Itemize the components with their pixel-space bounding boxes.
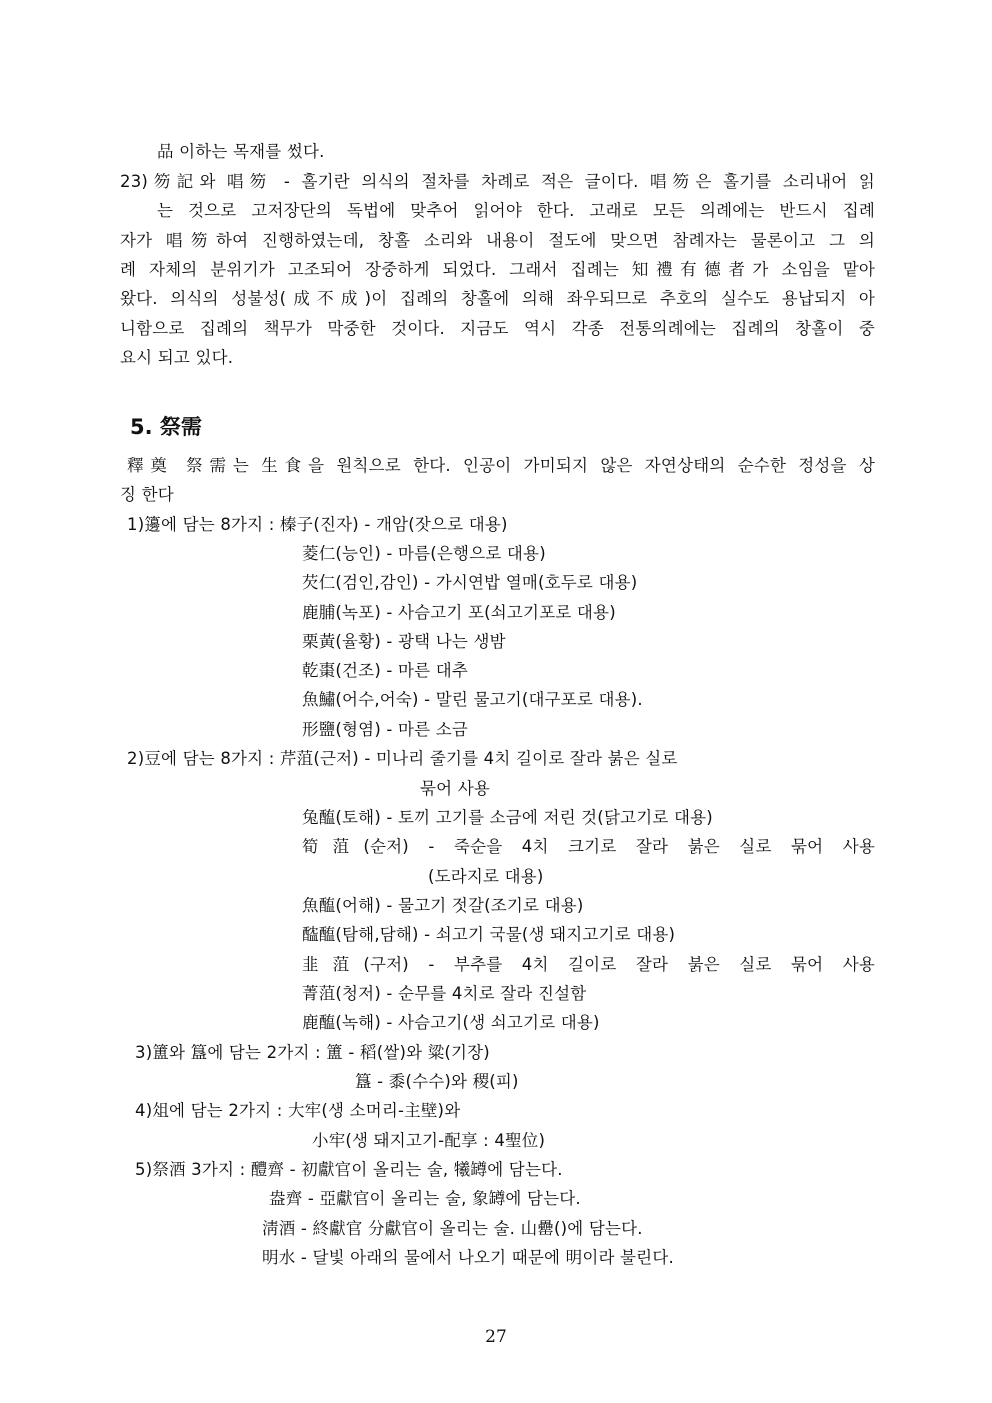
list-item: 鹿脯(녹포) - 사슴고기 포(쇠고기포로 대용) — [302, 603, 616, 622]
list-item: 明水 - 달빛 아래의 물에서 나오기 때문에 明이라 불린다. — [262, 1248, 674, 1267]
list-item: 3)簠와 簋에 담는 2가지 : 簠 - 稻(쌀)와 粱(기장) — [135, 1043, 490, 1062]
list-item: 兔醢(토해) - 토끼 고기를 소금에 저린 것(닭고기로 대용) — [302, 808, 713, 827]
list-item: 盎齊 - 亞獻官이 올리는 술, 象罇에 담는다. — [269, 1189, 581, 1208]
list-item: 韭菹(구저) - 부추를 4치 길이로 잘라 붉은 실로 묶어 사용 — [302, 955, 875, 974]
list-item: 묶어 사용 — [420, 779, 491, 798]
intro-line: 징 한다 — [120, 485, 174, 504]
list-item: 5)祭酒 3가지 : 醴齊 - 初獻官이 올리는 술, 犧罇에 담는다. — [135, 1160, 563, 1179]
list-item: 魚鱐(어수,어숙) - 말린 물고기(대구포로 대용). — [302, 690, 643, 709]
footnote-line: 왔다. 의식의 성불성(成不成)이 집례의 창홀에 의해 좌우되므로 추호의 실수도 용납되지 아 — [120, 289, 875, 308]
list-item: 菁菹(청저) - 순무를 4치로 잘라 진설함 — [302, 984, 587, 1003]
list-item: 小牢(생 돼지고기-配享 : 4聖位) — [312, 1131, 546, 1150]
list-item: 形鹽(형염) - 마른 소금 — [302, 720, 468, 739]
list-item: 筍菹(순저) - 죽순을 4치 크기로 잘라 붉은 실로 묶어 사용 — [302, 837, 875, 856]
list-item: 鹿醢(녹해) - 사슴고기(생 쇠고기로 대용) — [302, 1013, 600, 1032]
list-item: 簋 - 黍(수수)와 稷(피) — [355, 1072, 519, 1091]
footnote-line: 니함으로 집례의 책무가 막중한 것이다. 지금도 역시 각종 전통의례에는 집례의 창홀이 중 — [120, 319, 875, 338]
section-heading: 5. 祭需 — [130, 415, 202, 439]
footnote-line: 23)笏記와 唱笏 - 홀기란 의식의 절차를 차례로 적은 글이다. 唱笏은 홀기를 소리내어 읽 — [120, 172, 875, 191]
list-item: 魚醢(어해) - 물고기 젓갈(조기로 대용) — [302, 896, 584, 915]
list-item: 1)籩에 담는 8가지 : 榛子(진자) - 개암(잣으로 대용) — [127, 515, 508, 534]
list-item: 芡仁(검인,감인) - 가시연밥 열매(호두로 대용) — [302, 573, 638, 592]
list-item: 菱仁(능인) - 마름(은행으로 대용) — [302, 544, 546, 563]
list-item: 2)豆에 담는 8가지 : 芹菹(근저) - 미나리 줄기를 4치 길이로 잘라 붉은 실로 — [127, 749, 678, 768]
list-item: 醓醢(탐해,담해) - 쇠고기 국물(생 돼지고기로 대용) — [302, 925, 676, 944]
list-item: (도라지로 대용) — [428, 867, 544, 886]
footnote-line: 자가 唱笏하여 진행하였는데, 창홀 소리와 내용이 절도에 맞으면 참례자는 물론이고 그 의 — [120, 231, 875, 250]
list-item: 4)俎에 담는 2가지 : 大牢(생 소머리-主壁)와 — [135, 1101, 461, 1120]
footnote-line: 례 자체의 분위기가 고조되어 장중하게 되었다. 그래서 집례는 知禮有德者가 소임을 맡아 — [120, 260, 875, 279]
list-item: 淸酒 - 終獻官 分獻官이 올리는 술. 山罍()에 담는다. — [262, 1219, 643, 1238]
page-number: 27 — [485, 1327, 507, 1347]
footnote-line: 는 것으로 고저장단의 독법에 맞추어 읽어야 한다. 고래로 모든 의례에는 반드시 집례 — [157, 201, 875, 220]
footnote-continuation: 品 이하는 목재를 썼다. — [157, 142, 325, 161]
intro-line: 釋奠 祭需는 生食을 원칙으로 한다. 인공이 가미되지 않은 자연상태의 순수한 정성을 상 — [127, 456, 875, 475]
footnote-line: 요시 되고 있다. — [120, 348, 234, 367]
list-item: 栗黃(율황) - 광택 나는 생밤 — [302, 632, 506, 651]
list-item: 乾棗(건조) - 마른 대추 — [302, 661, 468, 680]
